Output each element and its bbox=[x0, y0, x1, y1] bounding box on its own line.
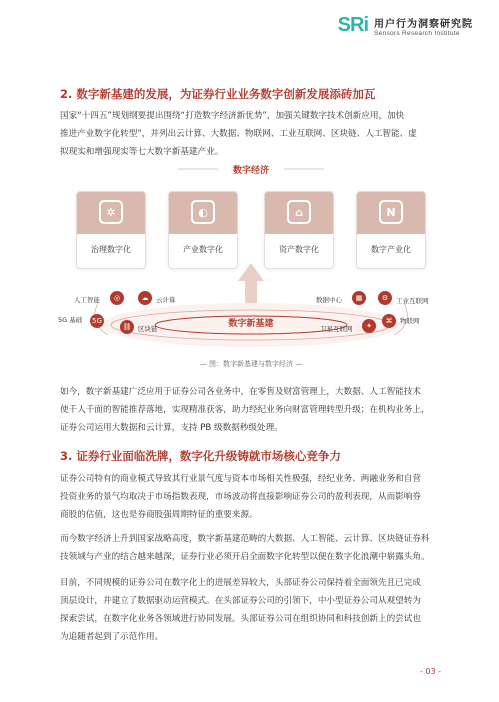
figure-caption: — 图：数字新基建与数字经济 — bbox=[199, 360, 303, 368]
para-line: 国家“十四五”规划纲要提出围绕“打造数字经济新优势”，加强关键数字技术创新应用，加快 bbox=[60, 111, 405, 121]
card-label: 资产数字化 bbox=[279, 245, 319, 254]
para-line: 技领域与产业的结合越来越深，证券行业必须开启全面数字化转型以便在数字化浪潮中崭露头角。 bbox=[60, 552, 430, 562]
diagram-top-label: 数字经济 bbox=[232, 166, 269, 176]
digital-economy-diagram bbox=[58, 163, 444, 373]
para-line: 拟现实和增强现实等七大数字新基建产业。 bbox=[60, 147, 224, 157]
node-data-center: 数据中心 bbox=[316, 296, 342, 304]
data-center-icon: ▦ bbox=[352, 291, 366, 305]
card-industry bbox=[168, 191, 238, 269]
iot-icon: ⌘ bbox=[382, 314, 396, 328]
card-digital-industry bbox=[356, 191, 426, 269]
para-line: 证券公司运用大数据和云计算，支持 PB 级数据秒级处理。 bbox=[60, 423, 283, 433]
para-line: 商股的估值，这也是券商股强周期特征的重要来源。 bbox=[60, 510, 258, 520]
ai-icon: ◎ bbox=[110, 291, 124, 305]
logo-mark: SRi bbox=[337, 14, 368, 36]
section-3-paragraph-3 bbox=[60, 574, 444, 646]
section-3-paragraph-2 bbox=[60, 530, 444, 566]
section-3-paragraph-1 bbox=[60, 470, 444, 524]
para-line: 如今，数字新基建广泛应用于证券公司各业务中，在零售及财富管理上，大数据、人工智能技术 bbox=[60, 387, 421, 397]
card-governance bbox=[76, 191, 146, 269]
para-line: 使千人千面的智能推荐落地，实现精准获客，助力经纪业务向财富管理转型升级；在机构业务上， bbox=[60, 405, 430, 415]
cloud-icon: ☁ bbox=[138, 291, 152, 305]
blockchain-icon: ⛓ bbox=[120, 320, 134, 334]
node-5g-base: 5G 基础 bbox=[58, 316, 83, 324]
logo-text bbox=[374, 15, 473, 37]
para-line: 目前，不同规模的证券公司在数字化上的进展差异较大，头部证券公司保持着全面领先且已完成 bbox=[60, 578, 421, 588]
digital-industry-icon: N bbox=[379, 200, 403, 224]
node-cloud: 云计算 bbox=[156, 296, 176, 304]
section-2-title: 2. 数字新基建的发展，为证券行业业务数字创新发展添砖加瓦 bbox=[60, 87, 376, 101]
para-line: 而今数字经济上升到国家战略高度，数字新基建范畴的大数据、人工智能、云计算、区块链证券科 bbox=[60, 534, 430, 544]
card-asset bbox=[264, 191, 334, 269]
node-ai: 人工智能 bbox=[74, 296, 100, 304]
para-line: 推进产业数字化转型”，并列出云计算、大数据、物联网、工业互联网、区块链、人工智能、虚 bbox=[60, 129, 417, 139]
page-number: - 03 - bbox=[419, 667, 441, 676]
section-2-paragraph bbox=[60, 107, 444, 161]
logo-en: Sensors Research Institute bbox=[374, 29, 460, 37]
logo-cn: 用户行为洞察研究院 bbox=[374, 18, 473, 30]
card-label: 数字产业化 bbox=[371, 245, 411, 254]
para-line: 探索尝试，在数字化业务各领域进行协同发展。头部证券公司在组织协同和科技创新上的尝试也 bbox=[60, 614, 421, 624]
paragraph-after-figure bbox=[60, 383, 444, 437]
asset-icon: ⌂ bbox=[287, 200, 311, 224]
section-3-title: 3. 证券行业面临洗牌，数字化升级铸就市场核心竞争力 bbox=[60, 449, 341, 463]
satellite-icon: ✦ bbox=[362, 319, 376, 333]
para-line: 证券公司特有的商业模式导致其行业景气度与资本市场相关性极强，经纪业务、两融业务和自营 bbox=[60, 474, 421, 484]
card-label: 治理数字化 bbox=[91, 245, 131, 254]
para-line: 为追随者起到了示范作用。 bbox=[60, 632, 164, 642]
node-iot: 物联网 bbox=[400, 317, 420, 325]
5g-icon: 5G bbox=[90, 314, 104, 328]
node-blockchain: 区块链 bbox=[138, 325, 158, 333]
industry-icon: ◐ bbox=[191, 200, 215, 224]
para-line: 顶层设计，并建立了数据驱动运营模式。在头部证券公司的引领下，中小型证券公司从观望转为 bbox=[60, 596, 421, 606]
para-line: 投资业务的景气均取决于市场指数表现，市场波动将直接影响证券公司的盈利表现，从而影响券 bbox=[60, 492, 421, 502]
center-label: 数字新基建 bbox=[228, 319, 274, 329]
node-industrial-internet: 工业互联网 bbox=[396, 297, 429, 305]
brand-logo bbox=[338, 14, 473, 37]
card-label: 产业数字化 bbox=[183, 245, 223, 254]
node-satellite: 卫星互联网 bbox=[320, 325, 353, 333]
industrial-icon: ⚙ bbox=[378, 291, 392, 305]
governance-icon: ✲ bbox=[99, 200, 123, 224]
